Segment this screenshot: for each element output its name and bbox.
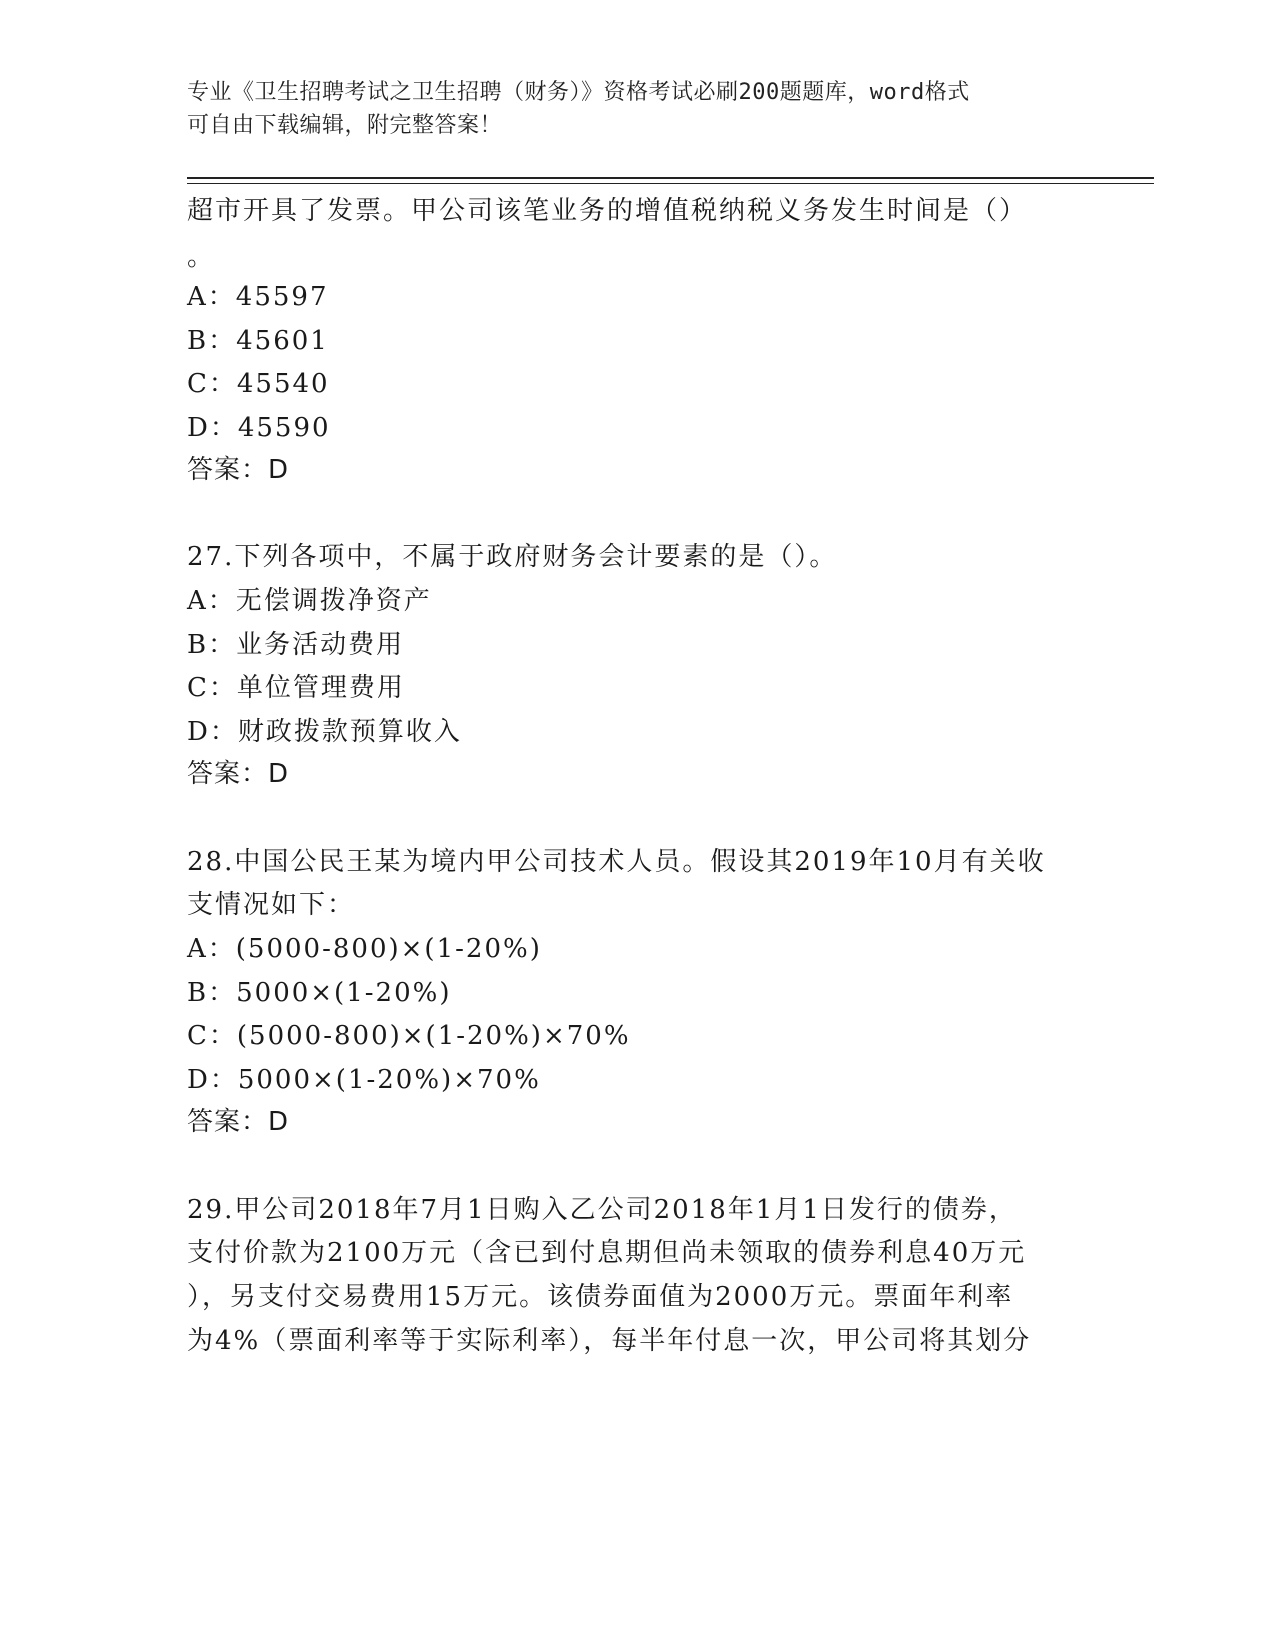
q26-answer: 答案：D (187, 455, 290, 485)
q26-stem-line-1: 超市开具了发票。甲公司该笔业务的增值税纳税义务发生时间是（） (187, 196, 1028, 226)
q26-stem-line-2: 。 (187, 242, 216, 272)
q26-option-b: B：45601 (187, 326, 329, 356)
q28-option-c: C：(5000-800)×(1-20%)×70% (187, 1021, 631, 1051)
q26-option-c: C：45540 (187, 369, 330, 399)
q27-answer: 答案：D (187, 759, 290, 789)
q26-option-d: D：45590 (187, 413, 331, 443)
q27-option-c: C：单位管理费用 (187, 673, 405, 703)
header-divider (187, 177, 1154, 184)
q28-stem-line-1: 28.中国公民王某为境内甲公司技术人员。假设其2019年10月有关收 (187, 847, 1046, 877)
q28-option-b: B：5000×(1-20%) (187, 978, 452, 1008)
q29-stem-line-1: 29.甲公司2018年7月1日购入乙公司2018年1月1日发行的债券， (187, 1195, 1017, 1225)
q27-option-a: A：无偿调拨净资产 (187, 586, 432, 616)
q27-option-d: D：财政拨款预算收入 (187, 717, 462, 747)
q28-option-d: D：5000×(1-20%)×70% (187, 1065, 541, 1095)
document-header (187, 76, 1087, 142)
q27-stem-line-1: 27.下列各项中，不属于政府财务会计要素的是（）。 (187, 542, 838, 572)
q29-stem-line-3: ），另支付交易费用15万元。该债券面值为2000万元。票面年利率 (187, 1282, 1014, 1312)
q29-stem-line-2: 支付价款为2100万元（含已到付息期但尚未领取的债券利息40万元 (187, 1238, 1027, 1268)
header-title-line-2: 可自由下载编辑，附完整答案！ (187, 113, 503, 138)
q26-option-a: A：45597 (187, 282, 329, 312)
q28-answer: 答案：D (187, 1107, 290, 1137)
q27-option-b: B：业务活动费用 (187, 630, 405, 660)
q28-stem-line-2: 支情况如下： (187, 890, 356, 920)
q29-stem-line-4: 为4%（票面利率等于实际利率），每半年付息一次，甲公司将其划分 (187, 1326, 1032, 1356)
header-title-line-1: 专业《卫生招聘考试之卫生招聘（财务）》资格考试必刷200题题库，word格式 (187, 80, 970, 105)
q28-option-a: A：(5000-800)×(1-20%) (187, 934, 542, 964)
